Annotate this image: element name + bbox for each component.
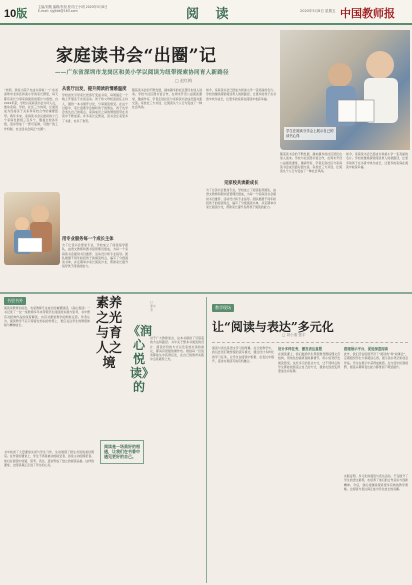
article1-author: □ 赵红梅 [175,78,193,83]
article3-title: 让“阅读与表达”多元化 [212,320,334,334]
article1-photo-caption: 学生在阅读分享会上展示自己的读书心得 [284,127,336,140]
article1-column-2: 学校首先引导家长把客厅变成书房，每周固定一个晚上开展亲子共读活动。孩子和父母轮流担任主持人，围绕一本书展开讨论，分享阅读感受。在这个过程中，家长逐渐学会倾听孩子的想法，孩子也学会表达自己的观点，家庭成员之间的情感纽带在共读中不断加深。许多家长反馈说，读书会让家里多了书香，也多了欢笑。 [62,93,128,123]
parent-child-reading-illustration [4,192,60,265]
article1-photo-2 [4,192,60,265]
newspaper-logo: 中国教师报 [340,7,395,20]
page-header [0,0,412,25]
section-title: 阅 读 [186,7,235,22]
article1-column-4: 随着读书会的不断发展，越来越多的社区居民也加入进来。学校与社区图书馆合作，在周末开设公益阅读课堂，邀请作家、学者走进社区与家庭读书会成员面对面交流。家校社三方共读，让阅读从个人行为变成了一种社会风尚。 [132,88,202,110]
article1-heading-2: 用专业服务每一个成长主体 [62,237,114,242]
page-number: 10版 [4,8,28,20]
article2-column-2: 书中收录了大量课堂实录与学生习作，生动展现了师生共读的美好图景。在作者的课堂上，学生不再是被动的接受者，而是主动的探索者。他们在阅读中质疑、思考、表达，逐步形成了独立的阅读品格。这样的课堂，让阅读真正走进了学生的心灵。 [4,450,94,467]
article2-pull-quote: 阅读是一场美好的相遇，让我们在书香中遇见更好的自己。 [100,440,144,464]
article1-heading-1: 从客厅出发，提升阅读的情感温度 [62,87,127,92]
article1-column-3: 为了让读书会更加专业，学校成立了阅读指导团队，由语文教师和图书馆管理员组成，为每一个家庭读书会提供书目推荐、活动设计和专业指导。团队根据不同年龄段孩子的阅读特点，编写了分级阅读书单，并定期举办家长阅读沙龙，帮助家长提升指导孩子阅读的能力。 [62,243,128,269]
article1-subtitle: ——广东省深圳市龙岗区和美小学以阅读为纽带探索协同育人新路径 [55,70,229,76]
article1-column-8: 如今，家庭读书会已经成为和美小学一张亮丽的名片。学校将继续探索阅读育人的新路径，让更多的孩子在书香中快乐成长，让更多的家庭在阅读中收获幸福。 [346,152,408,169]
meta-line-1: 主编/刘胤 编辑/李旭 校对/王小明 2020年5月8日 [38,5,108,9]
article3-divider [212,342,408,343]
article1-column-5: 如今，家庭读书会已经成为和美小学一张亮丽的名片。学校将继续探索阅读育人的新路径，让更多的孩子在书香中快乐成长，让更多的家庭在阅读中收获幸福。 [206,88,276,101]
article2-tag: 书里书外 [4,297,26,305]
article1-heading-3: 见家校共读新成长 [224,181,259,186]
article3-heading-2: 搭建展示平台，促进深度阅读 [344,347,389,351]
article2-title: 素养之光与育人之境 [95,296,122,371]
vertical-divider [206,297,207,583]
article3-column-1: 阅读与表达是语文学习的两翼。在日常教学中，我们尝试打破传统的读写模式，通过设计多样化的学习任务，让学生在阅读中积累、在表达中提升，逐步实现读写的有机融合。 [212,346,274,363]
article1-title: 家庭读书会“出圈”记 [56,46,217,66]
article1-column-1: “老师，我家小院子也成书房啦！”广东省深圳市龙岗区和美小学的家长群里，每天都有家长分享家庭阅读的照片与感悟。自2019年起，学校以家庭读书会为切入点，推动家庭、学校、社区三方协同，让阅读成为连接亲子关系和家校合作的重要纽带。两年多来，家庭读书会从最初的十几个家庭发展到三百多个，覆盖全校各年级，逐步形成了一套可复制、可推广的工作机制，也让读书会真正“出圈”。 [4,88,58,131]
article1-column-6: 为了让读书会更加专业，学校成立了阅读指导团队，由语文教师和图书馆管理员组成，为每一个家庭读书会提供书目推荐、活动设计和专业指导。团队根据不同年龄段孩子的阅读特点，编写了分级阅读书单，并定期举办家长阅读沙龙，帮助家长提升指导孩子阅读的能力。 [206,188,276,210]
article2-column-1: 阅读是教育的底色，也是教师专业成长的重要途径。《润心悦读》一书记录了一位一线教师多年来带领学生阅读的实践与思考，书中既有对经典作品的深度解读，也有对课堂教学的细致反思。作者认为，阅读教学不应只停留在知识的传授上，更应关注学生的情感体验与精神成长。 [4,306,90,328]
article2-column-3: 对于广大教师而言，这本书提供了可借鉴的方法和路径。书中关于整本书阅读的设计、阅读评价的方式以及家校共读的建议，都具有很强的操作性。相信每一位读者都能从中获得启发，在自己的教育实践中点亮素养之光。 [150,336,204,362]
article3-column-4: 实践证明，多元化的阅读与表达活动，不仅提升了学生的语文素养，也培养了他们的合作意识与创新精神。今后，我们将继续探索更多有效的教学策略，让阅读与表达真正成为学生成长的双翼。 [344,474,408,491]
article1-photo [280,30,410,150]
page-suffix: 版 [16,8,28,20]
article1-column-7: 随着读书会的不断发展，越来越多的社区居民也加入进来。学校与社区图书馆合作，在周末开设公益阅读课堂，邀请作家、学者走进社区与家庭读书会成员面对面交流。家校社三方共读，让阅读从个人行为变成了一种社会风尚。 [280,152,342,174]
meta-line-2: E-mail: sjyjtbk@163.com [38,9,78,13]
article3-author: □ 刘小燕 张宇 [282,333,306,337]
header-meta [38,5,158,13]
issue-date: 2020年5月8日 星期五 [300,9,336,13]
article3-heading-1: 设计多样任务，激发表达意愿 [278,347,323,351]
article3-column-2: 在阅读课上，我们鼓励学生用思维导图梳理文章结构，用角色扮演再现故事情节，用小练笔抒发阅读感受。这些多元的表达方式，让不同特点的学生都能找到适合自己的方式，课堂也因此变得更加生动有趣。 [278,352,340,374]
article3-column-3: 此外，我们还在班级开设了“阅读角”和“故事会”，定期组织学生分享阅读心得，展示读书笔记和创意作品。学生在展示中获得成就感，在交流中拓展视野，阅读兴趣和表达能力都得到了明显提升。 [344,352,408,369]
section-divider [0,292,412,294]
article2-author: □ 李小芳 [150,300,157,312]
article2-subtitle: 《润心悦读》的 [128,324,153,394]
article3-tag: 教学现场 [212,304,234,312]
